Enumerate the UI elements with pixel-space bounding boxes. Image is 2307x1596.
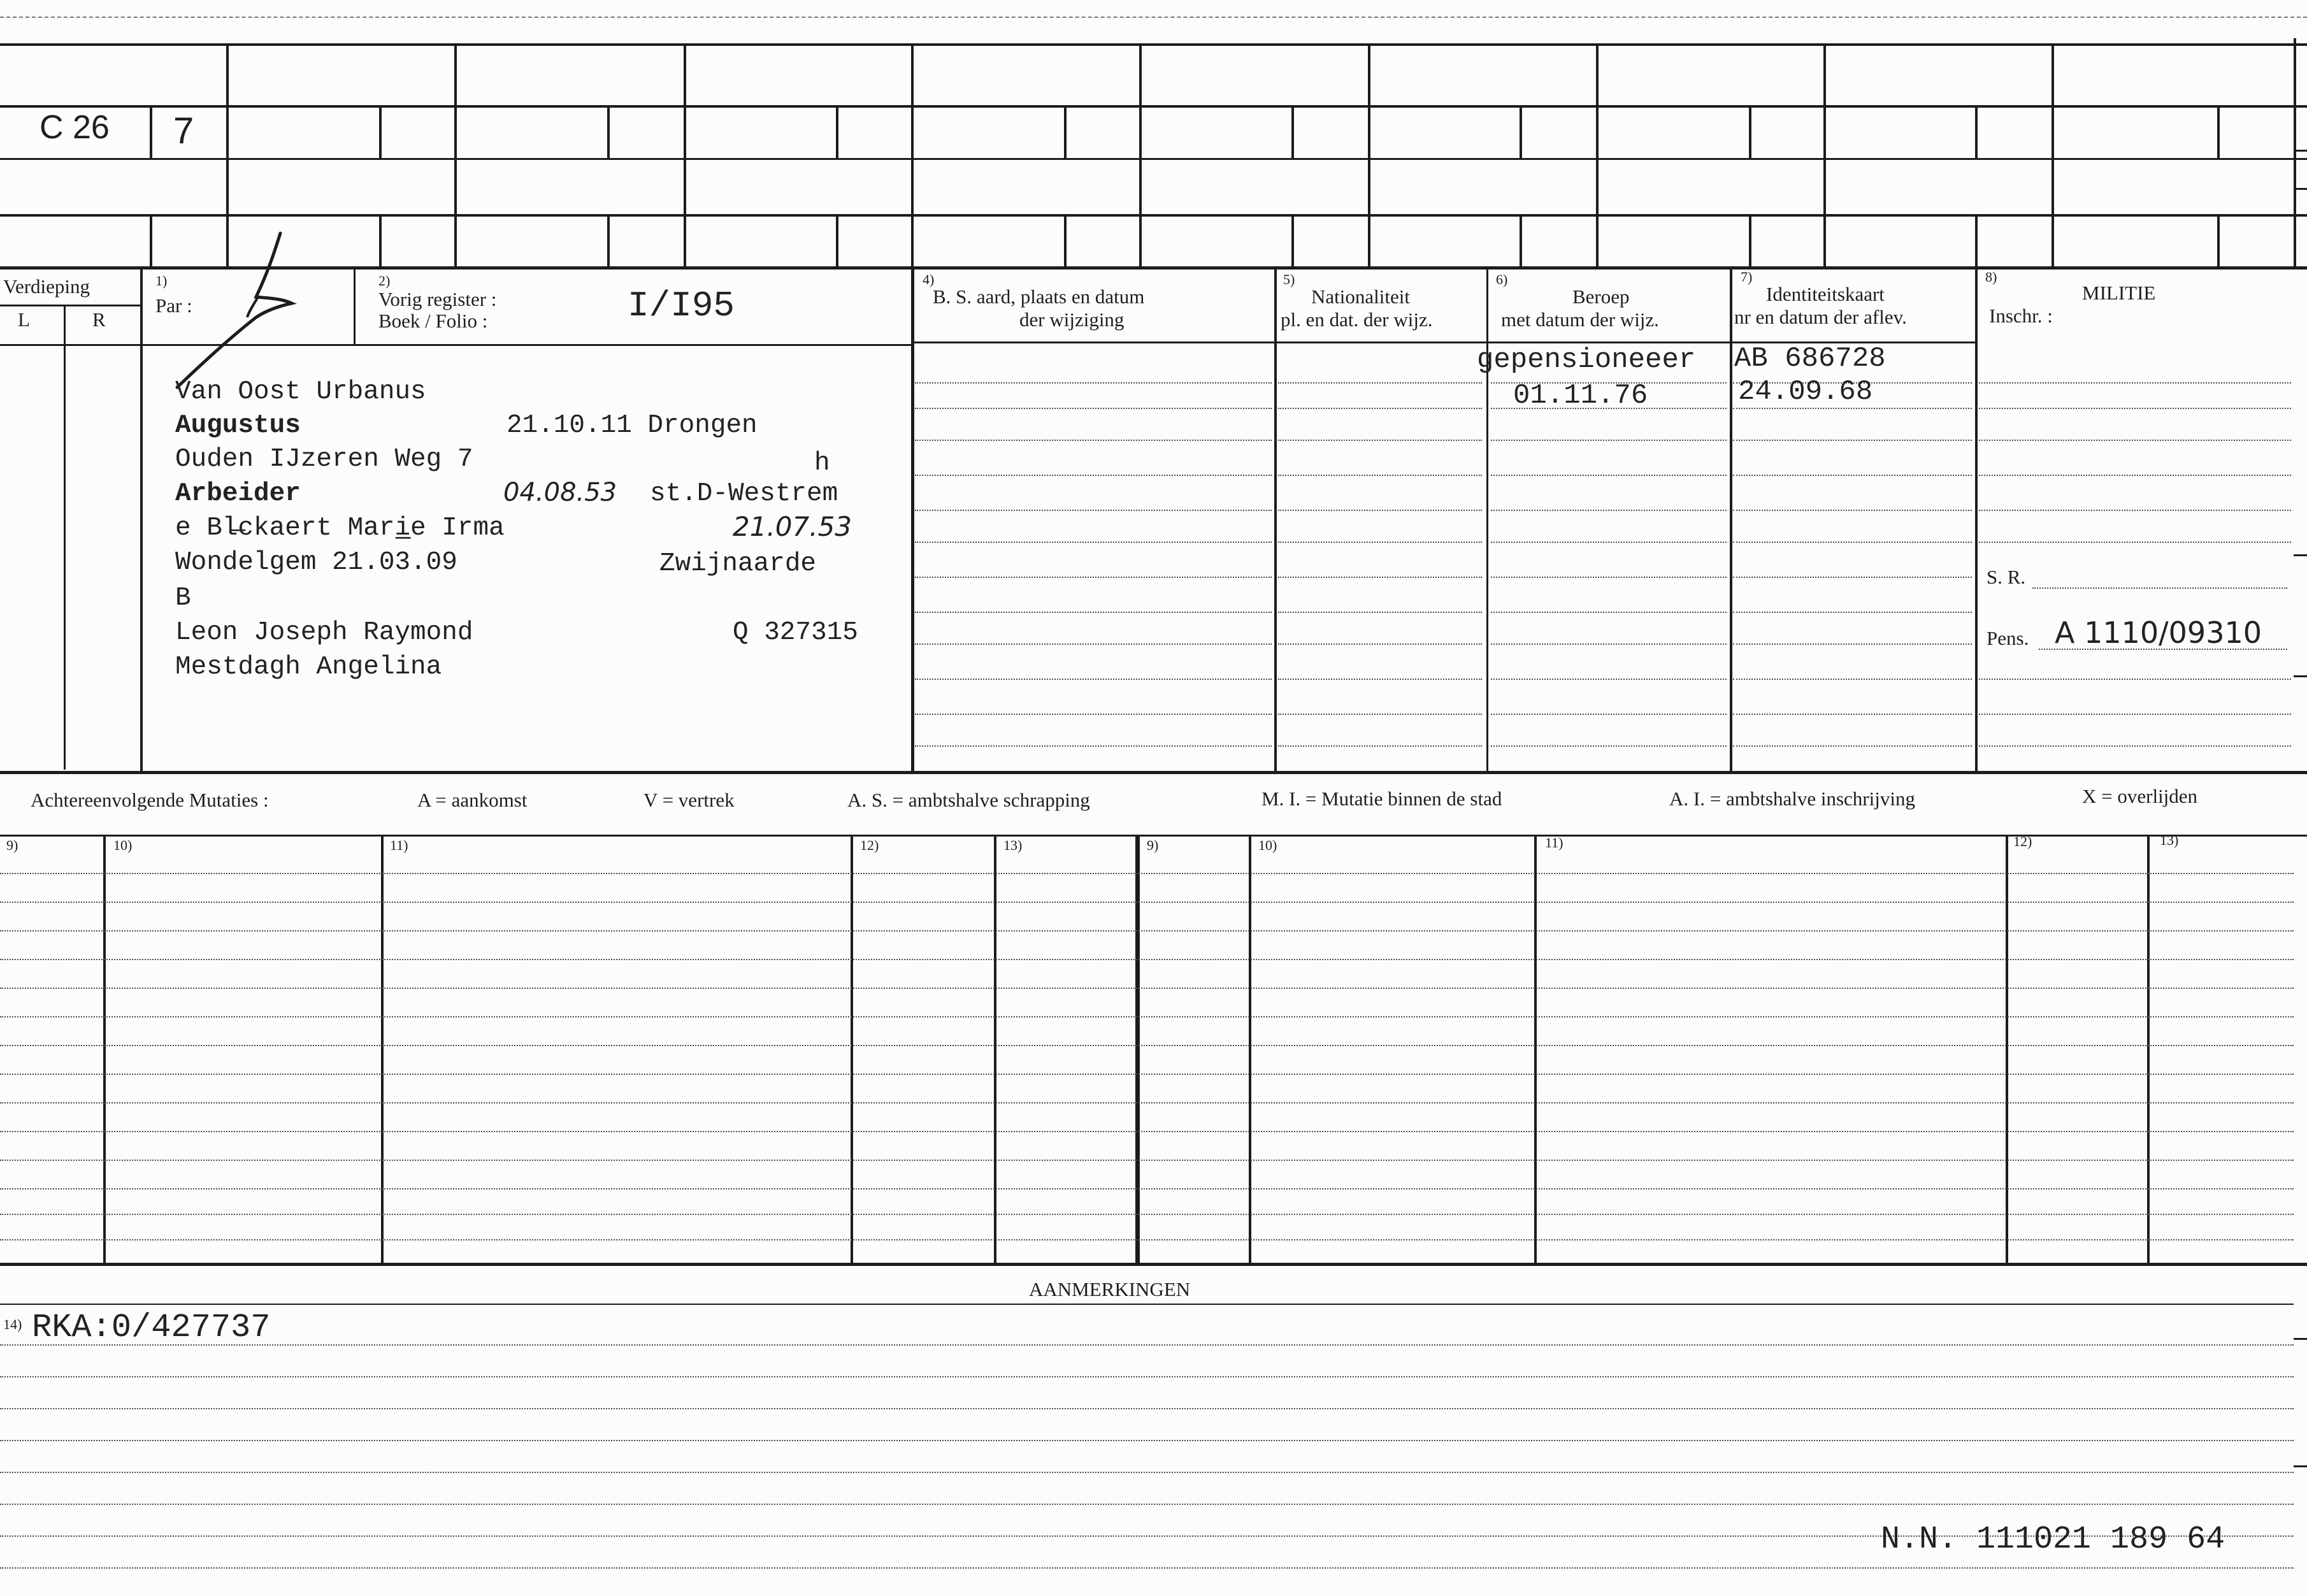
sr-label: S. R. xyxy=(1987,566,2026,588)
person-address: Ouden IJzeren Weg 7 xyxy=(175,445,473,474)
beroep-header-line1: Beroep xyxy=(1572,285,1630,308)
person-letter: B xyxy=(175,584,191,613)
pens-value: A 1110/09310 xyxy=(2055,615,2262,650)
spouse-birth: Wondelgem 21.03.09 xyxy=(175,548,457,577)
person-first-name: Augustus xyxy=(175,411,301,440)
column-r-label: R xyxy=(92,308,106,331)
national-number: N.N. 111021 189 64 xyxy=(1881,1521,2225,1558)
person-occupation: Arbeider xyxy=(175,479,301,508)
card-code: C 26 xyxy=(40,109,110,146)
field-number-6: 6) xyxy=(1496,271,1508,287)
marriage-date: 04.08.53 xyxy=(503,478,617,507)
bs-header-line1: B. S. aard, plaats en datum xyxy=(933,285,1145,308)
identiteitskaart-header-line2: nr en datum der aflev. xyxy=(1734,306,1907,328)
person-address-mark: h xyxy=(814,449,830,478)
boek-folio-label: Boek / Folio : xyxy=(378,310,488,332)
father-reference: Q 327315 xyxy=(733,618,858,647)
field-number-8: 8) xyxy=(1985,269,1997,285)
pens-label: Pens. xyxy=(1987,627,2029,649)
identiteitskaart-number: AB 686728 xyxy=(1734,343,1886,375)
nationaliteit-header-line1: Nationaliteit xyxy=(1311,285,1410,308)
militie-header: MILITIE xyxy=(2082,282,2156,304)
right-column-9: 9) xyxy=(1147,837,1159,853)
verdieping-label: Verdieping xyxy=(3,275,90,298)
field-number-1: 1) xyxy=(155,273,168,289)
beroep-value: gepensioneeer xyxy=(1477,344,1696,376)
legend-aankomst: A = aankomst xyxy=(417,789,528,811)
marriage-place: st.D-Westrem xyxy=(650,479,838,508)
left-column-12: 12) xyxy=(860,837,879,853)
legend-mutatie-binnen-de-stad: M. I. = Mutatie binnen de stad xyxy=(1261,787,1502,810)
mutations-title: Achtereenvolgende Mutaties : xyxy=(31,789,269,811)
par-label: Par : xyxy=(155,294,192,317)
identiteitskaart-header-line1: Identiteitskaart xyxy=(1766,283,1885,305)
left-column-10: 10) xyxy=(113,837,133,853)
field-number-14: 14) xyxy=(3,1316,22,1332)
card-subcode: 7 xyxy=(173,110,194,152)
person-name: Van Oost Urbanus xyxy=(175,377,426,406)
legend-ambtshalve-schrapping: A. S. = ambtshalve schrapping xyxy=(847,789,1090,811)
right-column-11: 11) xyxy=(1545,835,1563,851)
person-birth: 21.10.11 Drongen xyxy=(507,411,758,440)
spouse-place: Zwijnaarde xyxy=(659,549,817,579)
vorig-register-value: I/I95 xyxy=(628,285,735,326)
rka-number: RKA:0/427737 xyxy=(32,1309,271,1346)
legend-overlijden: X = overlijden xyxy=(2082,785,2198,807)
vorig-register-label: Vorig register : xyxy=(378,288,497,310)
beroep-header-line2: met datum der wijz. xyxy=(1501,308,1659,331)
beroep-date: 01.11.76 xyxy=(1513,380,1648,412)
inschr-label: Inschr. : xyxy=(1989,305,2053,327)
spouse-name: e Bl̶ckaert Mari̲e Irma xyxy=(175,514,505,543)
legend-ambtshalve-inschrijving: A. I. = ambtshalve inschrijving xyxy=(1669,787,1915,810)
left-column-9: 9) xyxy=(6,837,18,853)
father-name: Leon Joseph Raymond xyxy=(175,618,473,647)
column-l-label: L xyxy=(18,308,30,331)
left-column-13: 13) xyxy=(1003,837,1023,853)
field-number-2: 2) xyxy=(378,273,391,289)
legend-vertrek: V = vertrek xyxy=(643,789,735,811)
right-column-10: 10) xyxy=(1258,837,1277,853)
field-number-4: 4) xyxy=(923,271,935,287)
remarks-title: AANMERKINGEN xyxy=(1029,1278,1191,1300)
field-number-7: 7) xyxy=(1741,269,1753,285)
handwritten-check-mark-icon xyxy=(172,228,306,394)
identiteitskaart-date: 24.09.68 xyxy=(1738,376,1873,408)
right-column-12: 12) xyxy=(2013,833,2032,849)
field-number-5: 5) xyxy=(1283,271,1295,287)
left-column-11: 11) xyxy=(390,837,408,853)
right-column-13: 13) xyxy=(2160,832,2179,848)
spouse-date: 21.07.53 xyxy=(733,511,852,542)
mother-name: Mestdagh Angelina xyxy=(175,652,442,682)
nationaliteit-header-line2: pl. en dat. der wijz. xyxy=(1281,308,1433,331)
bs-header-line2: der wijziging xyxy=(1019,308,1125,331)
